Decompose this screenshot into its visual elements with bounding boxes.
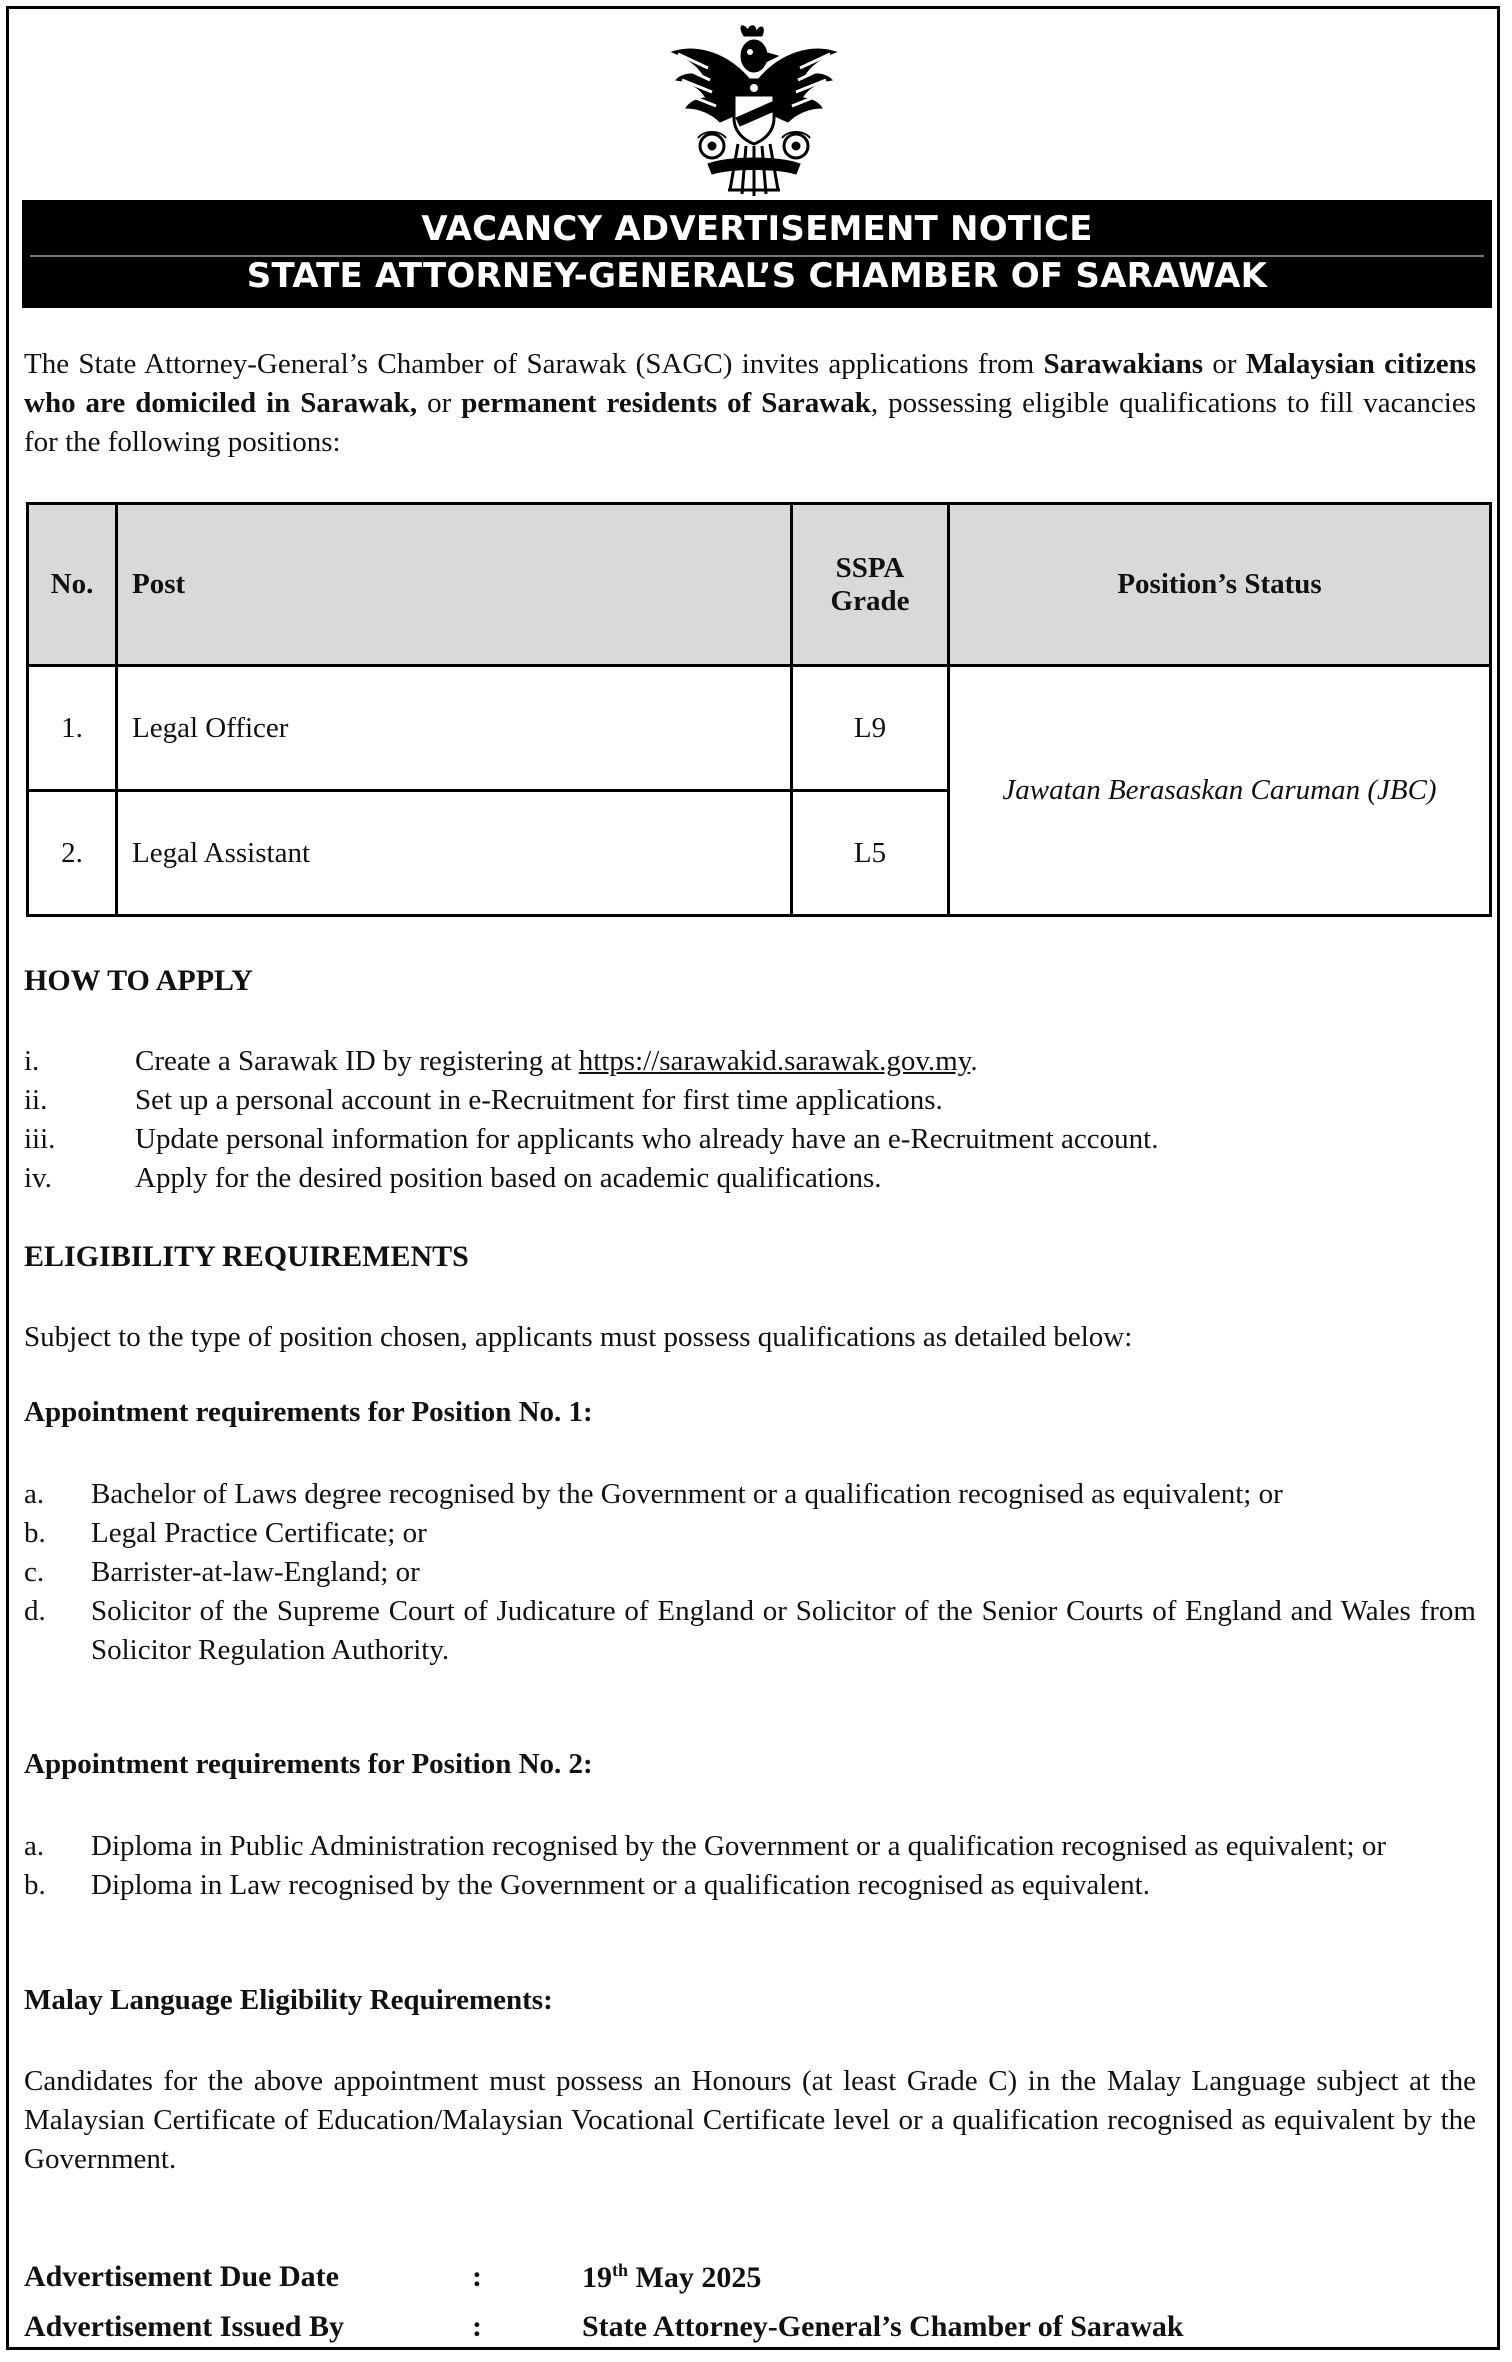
position-1-heading: Appointment requirements for Position No. 1: bbox=[24, 1396, 593, 1428]
eligibility-intro: Subject to the type of position chosen, applicants must possess qualifications as detailed below: bbox=[24, 1321, 1133, 1353]
eligibility-heading: ELIGIBILITY REQUIREMENTS bbox=[24, 1240, 469, 1273]
header-status: Position’s Status bbox=[949, 504, 1491, 666]
due-date-value: 19th May 2025 bbox=[582, 2260, 762, 2294]
row-grade: L9 bbox=[792, 666, 949, 791]
malay-language-paragraph: Candidates for the above appointment must possess an Honours (at least Grade C) in the Malay Language subject at the Malaysian Certificate of Education/Malaysian Vocational Certificate level or a qualification recognised as equivalent by the Government. bbox=[24, 2065, 1476, 2175]
table-row bbox=[28, 666, 1491, 791]
positions-table bbox=[26, 502, 1492, 917]
issued-by-label: Advertisement Issued By bbox=[24, 2310, 344, 2343]
row-status: Jawatan Berasaskan Caruman (JBC) bbox=[949, 666, 1491, 916]
row-no: 1. bbox=[28, 666, 117, 791]
list-item: a. Diploma in Public Administration recognised by the Government or a qualification recognised as equivalent; or bbox=[24, 1830, 1387, 1862]
list-item: ii. Set up a personal account in e-Recruitment for first time applications. bbox=[24, 1084, 943, 1116]
row-post: Legal Assistant bbox=[117, 791, 792, 916]
position-2-requirements bbox=[24, 1827, 1476, 1905]
row-no: 2. bbox=[28, 791, 117, 916]
header-grade: SSPA Grade bbox=[792, 504, 949, 666]
row-post: Legal Officer bbox=[117, 666, 792, 791]
header-no: No. bbox=[28, 504, 117, 666]
issued-by-value: State Attorney-General’s Chamber of Sarawak bbox=[582, 2310, 1184, 2343]
table-header-row bbox=[28, 504, 1491, 666]
how-to-apply-list bbox=[24, 1042, 1476, 1198]
list-item: iv. Apply for the desired position based on academic qualifications. bbox=[24, 1162, 882, 1194]
sarawak-crest-logo bbox=[668, 22, 840, 198]
list-item: b. Legal Practice Certificate; or bbox=[24, 1517, 427, 1549]
malay-language-heading: Malay Language Eligibility Requirements: bbox=[24, 1984, 553, 2016]
organisation-title: STATE ATTORNEY-GENERAL’S CHAMBER OF SARAWAK bbox=[246, 256, 1268, 296]
title-banner bbox=[22, 200, 1492, 308]
list-item: a. Bachelor of Laws degree recognised by the Government or a qualification recognised as equivalent; or bbox=[24, 1478, 1283, 1510]
header-post: Post bbox=[117, 504, 792, 666]
sarawak-id-link[interactable]: https://sarawakid.sarawak.gov.my bbox=[578, 1045, 971, 1077]
position-2-heading: Appointment requirements for Position No. 2: bbox=[24, 1748, 593, 1780]
list-item: i. Create a Sarawak ID by registering at https://sarawakid.sarawak.gov.my. bbox=[24, 1045, 978, 1077]
due-date-label: Advertisement Due Date bbox=[24, 2260, 339, 2293]
list-item: c. Barrister-at-law-England; or bbox=[24, 1556, 420, 1588]
list-item: b. Diploma in Law recognised by the Government or a qualification recognised as equivalent. bbox=[24, 1869, 1150, 1901]
row-grade: L5 bbox=[792, 791, 949, 916]
how-to-apply-heading: HOW TO APPLY bbox=[24, 964, 253, 997]
list-item: iii. Update personal information for applicants who already have an e-Recruitment account. bbox=[24, 1123, 1159, 1155]
intro-paragraph: The State Attorney-General’s Chamber of Sarawak (SAGC) invites applications from Sarawakians or Malaysian citizens who are domiciled in Sarawak, or permanent residents of Sarawak, possessing eligible qualifications to fill vacancies for the following positions: bbox=[24, 348, 1476, 458]
notice-title: VACANCY ADVERTISEMENT NOTICE bbox=[421, 209, 1093, 249]
position-1-requirements bbox=[24, 1475, 1476, 1670]
list-item: d. Solicitor of the Supreme Court of Judicature of England or Solicitor of the Senior Courts of England and Wales from Solicitor Regulation Authority. bbox=[24, 1595, 1476, 1666]
